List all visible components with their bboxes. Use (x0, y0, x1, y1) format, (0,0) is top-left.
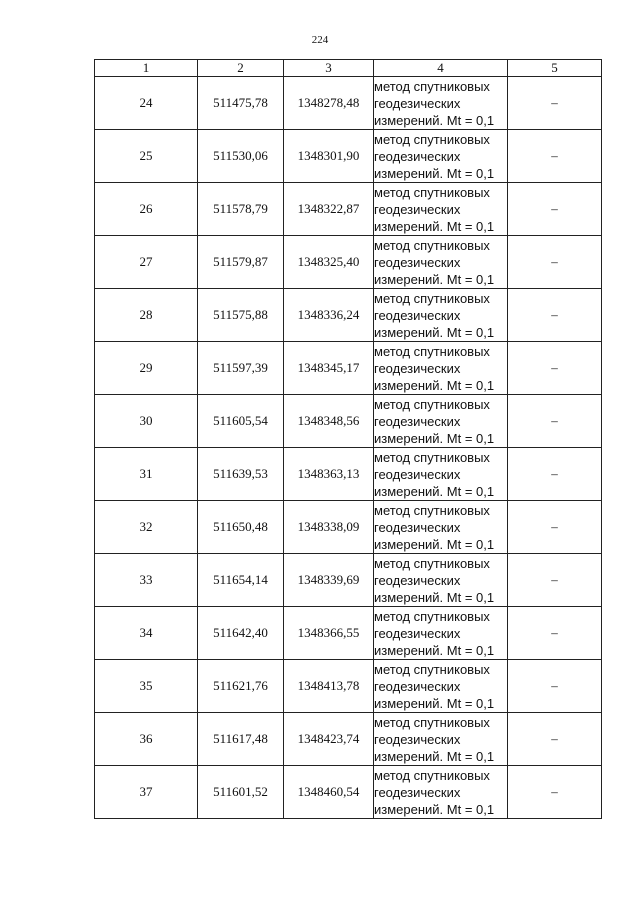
method-line: метод спутниковых (374, 343, 490, 359)
note-cell: – (508, 395, 602, 448)
table-row (95, 448, 602, 501)
coordinates-table (94, 59, 602, 819)
y-coordinate-cell: 1348338,09 (284, 501, 374, 554)
method-cell (374, 713, 508, 766)
method-cell (374, 236, 508, 289)
point-number-cell: 25 (95, 130, 198, 183)
table-row (95, 766, 602, 819)
method-line: метод спутниковых (374, 502, 490, 518)
method-line: метод спутниковых (374, 449, 490, 465)
header-cell-2: 2 (198, 60, 284, 77)
header-cell-3: 3 (284, 60, 374, 77)
x-coordinate-cell: 511650,48 (198, 501, 284, 554)
y-coordinate-cell: 1348322,87 (284, 183, 374, 236)
method-line: геодезических (374, 413, 461, 429)
table-body (95, 77, 602, 819)
table-row (95, 501, 602, 554)
x-coordinate-cell: 511639,53 (198, 448, 284, 501)
method-line: геодезических (374, 572, 461, 588)
header-cell-1: 1 (95, 60, 198, 77)
note-cell: – (508, 554, 602, 607)
method-cell (374, 448, 508, 501)
x-coordinate-cell: 511578,79 (198, 183, 284, 236)
method-line: метод спутниковых (374, 714, 490, 730)
point-number-cell: 37 (95, 766, 198, 819)
method-line: измерений. Mt = 0,1 (374, 801, 495, 817)
x-coordinate-cell: 511617,48 (198, 713, 284, 766)
x-coordinate-cell: 511575,88 (198, 289, 284, 342)
method-cell (374, 501, 508, 554)
note-cell: – (508, 130, 602, 183)
method-cell (374, 77, 508, 130)
table-row (95, 607, 602, 660)
method-line: измерений. Mt = 0,1 (374, 536, 495, 552)
method-line: измерений. Mt = 0,1 (374, 271, 495, 287)
note-cell: – (508, 77, 602, 130)
x-coordinate-cell: 511605,54 (198, 395, 284, 448)
x-coordinate-cell: 511642,40 (198, 607, 284, 660)
method-line: измерений. Mt = 0,1 (374, 324, 495, 340)
method-cell (374, 607, 508, 660)
note-cell: – (508, 183, 602, 236)
y-coordinate-cell: 1348345,17 (284, 342, 374, 395)
table-row (95, 130, 602, 183)
table-row (95, 289, 602, 342)
method-line: геодезических (374, 678, 461, 694)
method-line: метод спутниковых (374, 767, 490, 783)
table-row (95, 342, 602, 395)
method-line: метод спутниковых (374, 555, 490, 571)
note-cell: – (508, 342, 602, 395)
method-line: измерений. Mt = 0,1 (374, 218, 495, 234)
method-cell (374, 660, 508, 713)
method-cell (374, 130, 508, 183)
y-coordinate-cell: 1348348,56 (284, 395, 374, 448)
table-row (95, 395, 602, 448)
method-line: геодезических (374, 148, 461, 164)
method-line: измерений. Mt = 0,1 (374, 748, 495, 764)
method-cell (374, 183, 508, 236)
y-coordinate-cell: 1348325,40 (284, 236, 374, 289)
note-cell: – (508, 236, 602, 289)
table-row (95, 236, 602, 289)
point-number-cell: 26 (95, 183, 198, 236)
method-line: геодезических (374, 625, 461, 641)
note-cell: – (508, 448, 602, 501)
note-cell: – (508, 501, 602, 554)
method-cell (374, 342, 508, 395)
note-cell: – (508, 607, 602, 660)
point-number-cell: 34 (95, 607, 198, 660)
method-line: геодезических (374, 360, 461, 376)
y-coordinate-cell: 1348366,55 (284, 607, 374, 660)
page-number: 224 (311, 34, 329, 46)
header-cell-5: 5 (508, 60, 602, 77)
y-coordinate-cell: 1348363,13 (284, 448, 374, 501)
method-cell (374, 395, 508, 448)
point-number-cell: 30 (95, 395, 198, 448)
method-line: измерений. Mt = 0,1 (374, 483, 495, 499)
point-number-cell: 32 (95, 501, 198, 554)
header-row (95, 60, 602, 77)
y-coordinate-cell: 1348460,54 (284, 766, 374, 819)
x-coordinate-cell: 511579,87 (198, 236, 284, 289)
method-line: метод спутниковых (374, 237, 490, 253)
table-row (95, 183, 602, 236)
method-line: геодезических (374, 784, 461, 800)
y-coordinate-cell: 1348336,24 (284, 289, 374, 342)
point-number-cell: 35 (95, 660, 198, 713)
x-coordinate-cell: 511621,76 (198, 660, 284, 713)
point-number-cell: 27 (95, 236, 198, 289)
method-line: метод спутниковых (374, 78, 490, 94)
method-line: измерений. Mt = 0,1 (374, 695, 495, 711)
method-line: измерений. Mt = 0,1 (374, 377, 495, 393)
x-coordinate-cell: 511654,14 (198, 554, 284, 607)
x-coordinate-cell: 511597,39 (198, 342, 284, 395)
point-number-cell: 24 (95, 77, 198, 130)
y-coordinate-cell: 1348278,48 (284, 77, 374, 130)
table-row (95, 554, 602, 607)
method-cell (374, 766, 508, 819)
method-line: измерений. Mt = 0,1 (374, 165, 495, 181)
table-row (95, 713, 602, 766)
method-line: геодезических (374, 95, 461, 111)
method-line: геодезических (374, 307, 461, 323)
note-cell: – (508, 660, 602, 713)
method-line: метод спутниковых (374, 290, 490, 306)
method-line: метод спутниковых (374, 396, 490, 412)
point-number-cell: 36 (95, 713, 198, 766)
method-line: измерений. Mt = 0,1 (374, 430, 495, 446)
method-line: метод спутниковых (374, 608, 490, 624)
method-line: геодезических (374, 201, 461, 217)
method-line: метод спутниковых (374, 184, 490, 200)
point-number-cell: 31 (95, 448, 198, 501)
y-coordinate-cell: 1348339,69 (284, 554, 374, 607)
method-line: измерений. Mt = 0,1 (374, 112, 495, 128)
point-number-cell: 33 (95, 554, 198, 607)
method-line: метод спутниковых (374, 661, 490, 677)
method-line: измерений. Mt = 0,1 (374, 642, 495, 658)
method-line: геодезических (374, 254, 461, 270)
method-line: метод спутниковых (374, 131, 490, 147)
x-coordinate-cell: 511601,52 (198, 766, 284, 819)
y-coordinate-cell: 1348423,74 (284, 713, 374, 766)
method-line: измерений. Mt = 0,1 (374, 589, 495, 605)
y-coordinate-cell: 1348413,78 (284, 660, 374, 713)
x-coordinate-cell: 511530,06 (198, 130, 284, 183)
table-header (95, 60, 602, 77)
method-cell (374, 554, 508, 607)
point-number-cell: 29 (95, 342, 198, 395)
note-cell: – (508, 713, 602, 766)
table-row (95, 77, 602, 130)
note-cell: – (508, 289, 602, 342)
header-cell-4: 4 (374, 60, 508, 77)
table-row (95, 660, 602, 713)
y-coordinate-cell: 1348301,90 (284, 130, 374, 183)
method-line: геодезических (374, 731, 461, 747)
method-cell (374, 289, 508, 342)
x-coordinate-cell: 511475,78 (198, 77, 284, 130)
note-cell: – (508, 766, 602, 819)
method-line: геодезических (374, 519, 461, 535)
point-number-cell: 28 (95, 289, 198, 342)
method-line: геодезических (374, 466, 461, 482)
